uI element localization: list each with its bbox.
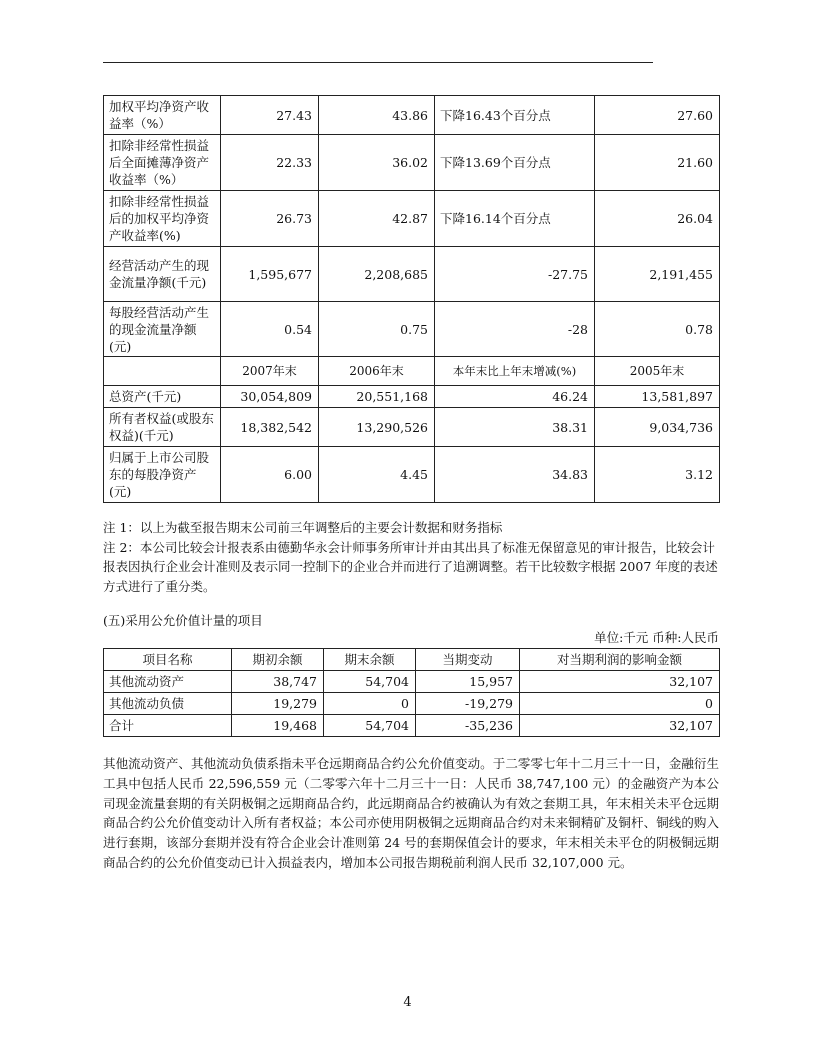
section-title: (五)采用公允价值计量的项目 (103, 613, 263, 628)
value-2006: 36.02 (319, 135, 435, 191)
table-row (104, 386, 720, 408)
value-2005: 3.12 (595, 447, 720, 503)
value-2007: 30,054,809 (221, 386, 319, 408)
row-label: 归属于上市公司股东的每股净资产(元) (104, 447, 221, 503)
table-row (104, 693, 720, 715)
value-2007: 27.43 (221, 96, 319, 135)
profit-impact: 32,107 (520, 671, 720, 693)
table-row (104, 715, 720, 737)
value-2007: 22.33 (221, 135, 319, 191)
header-2005: 2005年末 (595, 357, 720, 386)
value-2005: 0.78 (595, 302, 720, 357)
value-2006: 13,290,526 (319, 408, 435, 447)
table-row (104, 671, 720, 693)
value-2005: 27.60 (595, 96, 720, 135)
value-2005: 2,191,455 (595, 247, 720, 302)
period-change: -35,236 (416, 715, 520, 737)
row-label: 总资产(千元) (104, 386, 221, 408)
row-label: 扣除非经常性损益后全面摊薄净资产收益率（%） (104, 135, 221, 191)
value-2006: 20,551,168 (319, 386, 435, 408)
note-2: 注 2：本公司比较会计报表系由德勤华永会计师事务所审计并由其出具了标准无保留意见的审计报告，比较会计报表因执行企业会计准则及表示同一控制下的企业合并而进行了追溯调整。若干比较数字根据 2007 年度的表述方式进行了重分类。 (103, 539, 718, 594)
value-change: 下降16.14个百分点 (435, 191, 595, 247)
header-change: 本年末比上年末增减(%) (435, 357, 595, 386)
row-label: 扣除非经常性损益后的加权平均净资产收益率(%) (104, 191, 221, 247)
unit-label: 单位:千元 币种:人民币 (594, 630, 719, 645)
item-name: 合计 (104, 715, 232, 737)
header-opening: 期初余额 (232, 649, 324, 671)
value-change: 38.31 (435, 408, 595, 447)
value-2006: 43.86 (319, 96, 435, 135)
empty-header-cell (104, 357, 221, 386)
header-2006: 2006年末 (319, 357, 435, 386)
table-row (104, 302, 720, 357)
table-header-row (104, 649, 720, 671)
header-item-name: 项目名称 (104, 649, 232, 671)
financial-indicators-table (103, 95, 720, 503)
table-notes (103, 518, 719, 596)
item-name: 其他流动负债 (104, 693, 232, 715)
value-2007: 18,382,542 (221, 408, 319, 447)
explanatory-paragraph: 其他流动资产、其他流动负债系指未平仓远期商品合约公允价值变动。于二零零七年十二月三十一日，金融衍生工具中包括人民币 22,596,559 元（二零零六年十二月三十一日：人民币 38,747,100 元）的金融资产为本公司现金流量套期的有关阴极铜之远期商品合约，此远期商品合约被确认为有效之套期工具，年末相关未平仓远期商品合约公允价值变动计入所有者权益；本公司亦使用阴极铜之远期商品合约对未来铜精矿及铜杆、铜线的购入进行套期，该部分套期并没有符合企业会计准则第 24 号的套期保值会计的要求，年末相关未平仓的阴极铜远期商品合约的公允价值变动已计入损益表内，增加本公司报告期税前利润人民币 32,107,000 元。 (103, 756, 719, 870)
value-2006: 0.75 (319, 302, 435, 357)
table-row (104, 96, 720, 135)
opening-balance: 38,747 (232, 671, 324, 693)
table-row (104, 191, 720, 247)
header-rule (103, 62, 653, 63)
value-change: 34.83 (435, 447, 595, 503)
fair-value-table (103, 648, 720, 737)
value-2006: 2,208,685 (319, 247, 435, 302)
header-closing: 期末余额 (324, 649, 416, 671)
row-label: 加权平均净资产收益率（%） (104, 96, 221, 135)
value-2006: 42.87 (319, 191, 435, 247)
opening-balance: 19,279 (232, 693, 324, 715)
period-change: -19,279 (416, 693, 520, 715)
row-label: 每股经营活动产生的现金流量净额(元) (104, 302, 221, 357)
header-change: 当期变动 (416, 649, 520, 671)
value-change: 下降13.69个百分点 (435, 135, 595, 191)
opening-balance: 19,468 (232, 715, 324, 737)
value-change: -28 (435, 302, 595, 357)
value-2007: 1,595,677 (221, 247, 319, 302)
profit-impact: 0 (520, 693, 720, 715)
header-2007: 2007年末 (221, 357, 319, 386)
value-2007: 0.54 (221, 302, 319, 357)
item-name: 其他流动资产 (104, 671, 232, 693)
note-1: 注 1：以上为截至报告期末公司前三年调整后的主要会计数据和财务指标 (103, 520, 503, 535)
table-header-row (104, 357, 720, 386)
table-row (104, 135, 720, 191)
row-label: 经营活动产生的现金流量净额(千元) (104, 247, 221, 302)
value-2005: 26.04 (595, 191, 720, 247)
value-change: -27.75 (435, 247, 595, 302)
value-2005: 9,034,736 (595, 408, 720, 447)
value-2007: 6.00 (221, 447, 319, 503)
value-2007: 26.73 (221, 191, 319, 247)
table-row (104, 408, 720, 447)
profit-impact: 32,107 (520, 715, 720, 737)
value-change: 46.24 (435, 386, 595, 408)
row-label: 所有者权益(或股东权益)(千元) (104, 408, 221, 447)
closing-balance: 54,704 (324, 671, 416, 693)
value-2006: 4.45 (319, 447, 435, 503)
closing-balance: 54,704 (324, 715, 416, 737)
value-change: 下降16.43个百分点 (435, 96, 595, 135)
table-row (104, 247, 720, 302)
period-change: 15,957 (416, 671, 520, 693)
closing-balance: 0 (324, 693, 416, 715)
value-2005: 13,581,897 (595, 386, 720, 408)
header-impact: 对当期利润的影响金额 (520, 649, 720, 671)
table-row (104, 447, 720, 503)
value-2005: 21.60 (595, 135, 720, 191)
page-number: 4 (403, 995, 412, 1010)
